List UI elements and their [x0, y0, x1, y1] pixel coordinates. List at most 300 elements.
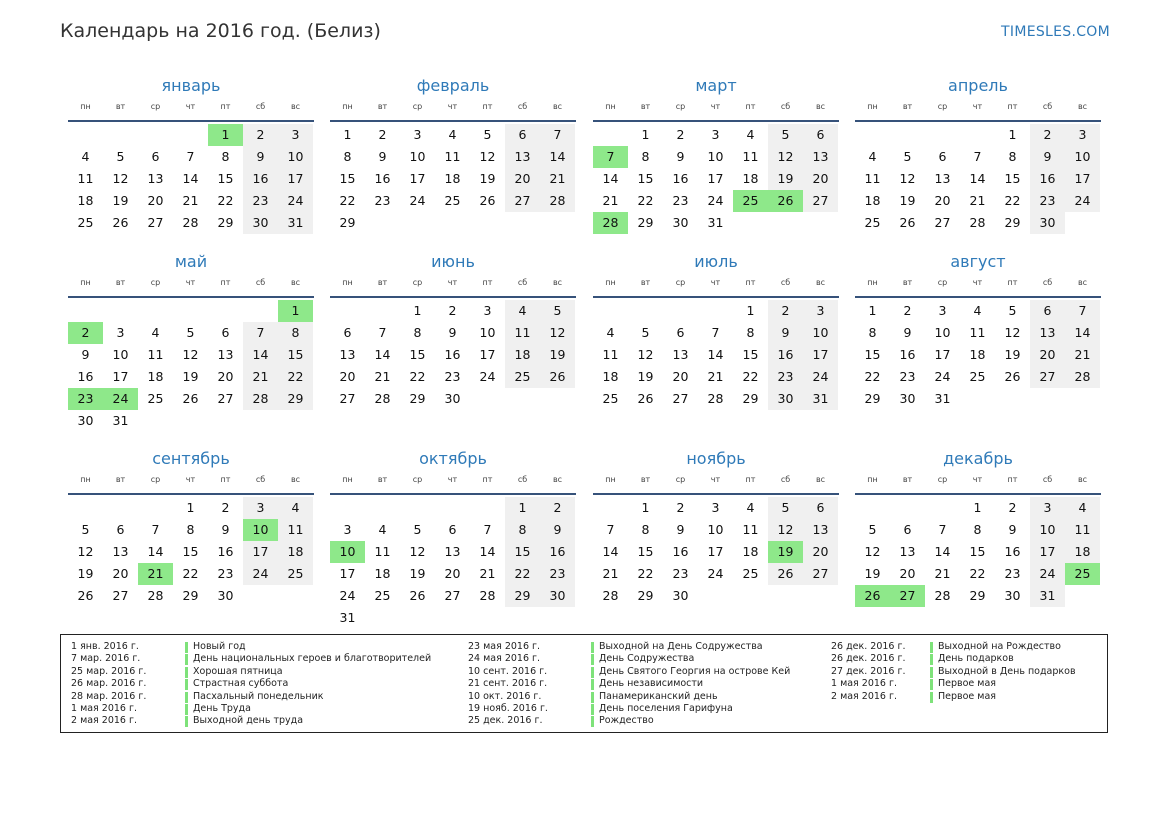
weekday-label: вс — [815, 278, 826, 287]
weekend-day-cell: 14 — [1065, 322, 1100, 344]
weekend-day-cell: 30 — [243, 212, 278, 234]
day-cell: 8 — [221, 149, 230, 164]
empty-cell — [365, 497, 400, 519]
legend-date: 1 мая 2016 г. — [71, 702, 137, 714]
day-cell: 29 — [217, 215, 234, 230]
legend-date: 19 нояб. 2016 г. — [468, 702, 548, 714]
day-cell: 29 — [969, 588, 986, 603]
day-cell: 8 — [186, 522, 195, 537]
empty-cell — [68, 124, 103, 146]
legend-holiday-name: День Труда — [193, 702, 251, 714]
week-row — [855, 541, 1101, 563]
weekend-day-cell: 21 — [540, 168, 575, 190]
day-cell: 8 — [1008, 149, 1017, 164]
day-cell: 11 — [969, 325, 986, 340]
weekend-day-cell: 13 — [1030, 322, 1065, 344]
weekday-label: вс — [290, 102, 301, 111]
weekend-day-cell: 24 — [1065, 190, 1100, 212]
empty-cell — [330, 300, 365, 322]
weekend-day-cell: 9 — [768, 322, 803, 344]
day-cell: 19 — [479, 171, 496, 186]
legend-holiday-name: Выходной день труда — [193, 715, 304, 727]
weekend-day-cell: 30 — [768, 388, 803, 410]
day-cell: 11 — [742, 149, 759, 164]
holiday-marker — [185, 704, 188, 715]
weekday-label: вт — [902, 475, 913, 484]
weekday-label: вт — [115, 278, 126, 287]
day-cell: 9 — [903, 325, 912, 340]
page-title: Календарь на 2016 год. (Белиз) — [60, 20, 381, 42]
month-8 — [855, 248, 1101, 410]
day-cell: 28 — [479, 588, 496, 603]
day-cell: 11 — [864, 171, 881, 186]
weekday-header — [330, 100, 576, 118]
holiday-day-cell: 7 — [593, 146, 628, 168]
month-9 — [68, 445, 314, 607]
day-cell: 4 — [973, 303, 982, 318]
day-cell: 16 — [217, 544, 234, 559]
legend-date: 26 дек. 2016 г. — [831, 653, 906, 665]
weekday-label: сб — [1042, 475, 1053, 484]
weekday-label: сб — [517, 278, 528, 287]
day-cell: 28 — [707, 391, 724, 406]
week-row — [68, 519, 314, 541]
day-cell: 27 — [147, 215, 164, 230]
empty-cell — [540, 212, 575, 234]
header-divider — [593, 120, 839, 122]
day-cell: 22 — [409, 369, 426, 384]
day-cell: 25 — [969, 369, 986, 384]
weekend-day-cell: 6 — [505, 124, 540, 146]
legend-holiday-name: Первое мая — [938, 690, 996, 702]
weekend-day-cell: 19 — [768, 168, 803, 190]
weekend-day-cell: 23 — [768, 366, 803, 388]
weekday-label: вс — [290, 475, 301, 484]
day-cell: 26 — [77, 588, 94, 603]
weekday-label: пн — [867, 278, 878, 287]
day-cell: 18 — [864, 193, 881, 208]
empty-cell — [698, 585, 733, 607]
weekend-day-cell: 16 — [243, 168, 278, 190]
day-cell: 23 — [672, 193, 689, 208]
day-cell: 15 — [969, 544, 986, 559]
day-cell: 3 — [483, 303, 492, 318]
day-cell: 18 — [444, 171, 461, 186]
weekend-day-cell: 20 — [505, 168, 540, 190]
week-row — [68, 300, 314, 322]
weekday-label: пн — [80, 278, 91, 287]
empty-cell — [628, 300, 663, 322]
weekend-day-cell: 24 — [278, 190, 313, 212]
day-cell: 7 — [483, 522, 492, 537]
weekend-day-cell: 3 — [278, 124, 313, 146]
week-row — [593, 344, 839, 366]
weekend-day-cell: 24 — [803, 366, 838, 388]
weekend-day-cell: 27 — [803, 190, 838, 212]
day-cell: 8 — [641, 522, 650, 537]
weekday-label: сб — [780, 475, 791, 484]
week-row — [330, 519, 576, 541]
day-cell: 20 — [339, 369, 356, 384]
week-row — [593, 541, 839, 563]
week-row — [593, 563, 839, 585]
empty-cell — [173, 410, 208, 432]
day-cell: 16 — [1004, 544, 1021, 559]
header-divider — [68, 120, 314, 122]
holiday-marker — [591, 679, 594, 690]
legend-date: 24 мая 2016 г. — [468, 653, 541, 665]
week-row — [68, 344, 314, 366]
day-cell: 1 — [641, 127, 650, 142]
day-cell: 28 — [602, 588, 619, 603]
week-row — [68, 410, 314, 432]
day-cell: 18 — [147, 369, 164, 384]
month-7 — [593, 248, 839, 410]
month-12 — [855, 445, 1101, 607]
empty-cell — [103, 300, 138, 322]
day-cell: 7 — [186, 149, 195, 164]
day-cell: 6 — [938, 149, 947, 164]
day-cell: 29 — [864, 391, 881, 406]
day-cell: 17 — [707, 171, 724, 186]
empty-cell — [68, 497, 103, 519]
day-cell: 28 — [969, 215, 986, 230]
holiday-day-cell: 21 — [138, 563, 173, 585]
brand-logo[interactable]: TIMESLES.COM — [1001, 24, 1110, 40]
weekday-header — [68, 276, 314, 294]
day-cell: 12 — [864, 544, 881, 559]
empty-cell — [400, 497, 435, 519]
empty-cell — [138, 497, 173, 519]
legend-date: 25 дек. 2016 г. — [468, 715, 543, 727]
week-row — [68, 212, 314, 234]
day-cell: 28 — [374, 391, 391, 406]
weekday-label: пн — [605, 278, 616, 287]
weekday-label: ср — [675, 102, 686, 111]
weekend-day-cell: 19 — [540, 344, 575, 366]
weekday-label: вт — [115, 475, 126, 484]
weekend-day-cell: 23 — [540, 563, 575, 585]
holiday-day-cell: 28 — [593, 212, 628, 234]
weekday-label: сб — [780, 278, 791, 287]
day-cell: 30 — [217, 588, 234, 603]
weekday-label: ср — [150, 475, 161, 484]
day-cell: 10 — [409, 149, 426, 164]
month-2 — [330, 72, 576, 234]
week-row — [68, 563, 314, 585]
header-divider — [855, 296, 1101, 298]
day-cell: 18 — [969, 347, 986, 362]
weekday-label: вс — [1077, 475, 1088, 484]
weekend-day-cell: 15 — [278, 344, 313, 366]
day-cell: 12 — [409, 544, 426, 559]
day-cell: 5 — [413, 522, 422, 537]
month-name: январь — [161, 76, 221, 95]
day-cell: 4 — [868, 149, 877, 164]
day-cell: 19 — [112, 193, 129, 208]
weekday-label: вс — [1077, 278, 1088, 287]
day-cell: 2 — [903, 303, 912, 318]
month-3 — [593, 72, 839, 234]
weekend-day-cell: 6 — [1030, 300, 1065, 322]
day-cell: 1 — [973, 500, 982, 515]
legend-date: 2 мая 2016 г. — [831, 690, 897, 702]
weekday-label: вс — [552, 278, 563, 287]
day-cell: 14 — [147, 544, 164, 559]
empty-cell — [803, 585, 838, 607]
day-cell: 29 — [409, 391, 426, 406]
week-row — [330, 168, 576, 190]
empty-cell — [733, 585, 768, 607]
day-cell: 7 — [938, 522, 947, 537]
day-cell: 26 — [899, 215, 916, 230]
weekday-label: пт — [220, 278, 231, 287]
weekend-day-cell: 2 — [540, 497, 575, 519]
holiday-day-cell: 1 — [208, 124, 243, 146]
day-cell: 14 — [479, 544, 496, 559]
day-cell: 29 — [1004, 215, 1021, 230]
header-divider — [855, 120, 1101, 122]
weekday-label: чт — [972, 278, 983, 287]
empty-cell — [173, 124, 208, 146]
day-cell: 6 — [903, 522, 912, 537]
month-1 — [68, 72, 314, 234]
week-row — [855, 563, 1101, 585]
day-cell: 27 — [112, 588, 129, 603]
weekday-label: чт — [447, 102, 458, 111]
empty-cell — [435, 212, 470, 234]
month-name: июль — [694, 252, 738, 271]
weekend-day-cell: 12 — [540, 322, 575, 344]
day-cell: 8 — [343, 149, 352, 164]
day-cell: 2 — [1008, 500, 1017, 515]
week-row — [330, 344, 576, 366]
weekend-day-cell: 17 — [803, 344, 838, 366]
day-cell: 21 — [374, 369, 391, 384]
weekday-label: ср — [937, 475, 948, 484]
weekend-day-cell: 4 — [505, 300, 540, 322]
day-cell: 15 — [1004, 171, 1021, 186]
day-cell: 31 — [707, 215, 724, 230]
legend-date: 28 мар. 2016 г. — [71, 690, 147, 702]
weekday-label: ср — [937, 278, 948, 287]
legend-holiday-name: День подарков — [938, 653, 1014, 665]
holiday-marker — [591, 667, 594, 678]
day-cell: 7 — [378, 325, 387, 340]
day-cell: 27 — [672, 391, 689, 406]
holiday-marker — [185, 667, 188, 678]
day-cell: 22 — [1004, 193, 1021, 208]
legend-holiday-name: Новый год — [193, 641, 246, 652]
legend-holiday-name: Выходной на День Содружества — [599, 641, 763, 652]
weekend-day-cell: 4 — [278, 497, 313, 519]
day-cell: 28 — [147, 588, 164, 603]
day-cell: 14 — [182, 171, 199, 186]
day-cell: 27 — [934, 215, 951, 230]
weekend-day-cell: 28 — [540, 190, 575, 212]
empty-cell — [435, 607, 470, 629]
weekday-label: сб — [517, 475, 528, 484]
week-row — [330, 300, 576, 322]
day-cell: 29 — [742, 391, 759, 406]
day-cell: 26 — [112, 215, 129, 230]
weekday-label: вс — [290, 278, 301, 287]
weekday-label: пн — [867, 102, 878, 111]
day-cell: 12 — [899, 171, 916, 186]
weekend-day-cell: 31 — [278, 212, 313, 234]
week-row — [68, 146, 314, 168]
holiday-marker — [930, 642, 933, 653]
day-cell: 22 — [969, 566, 986, 581]
weekend-day-cell: 24 — [243, 563, 278, 585]
day-cell: 16 — [899, 347, 916, 362]
day-cell: 21 — [479, 566, 496, 581]
day-cell: 12 — [637, 347, 654, 362]
day-cell: 2 — [448, 303, 457, 318]
day-cell: 24 — [707, 566, 724, 581]
weekend-day-cell: 3 — [803, 300, 838, 322]
week-row — [330, 322, 576, 344]
weekend-day-cell: 7 — [1065, 300, 1100, 322]
day-cell: 18 — [77, 193, 94, 208]
weekend-day-cell: 24 — [1030, 563, 1065, 585]
day-cell: 25 — [444, 193, 461, 208]
day-cell: 13 — [672, 347, 689, 362]
day-cell: 27 — [339, 391, 356, 406]
day-cell: 17 — [409, 171, 426, 186]
day-cell: 3 — [413, 127, 422, 142]
holiday-marker — [185, 654, 188, 665]
weekend-day-cell: 2 — [1030, 124, 1065, 146]
day-cell: 19 — [637, 369, 654, 384]
weekend-day-cell: 9 — [540, 519, 575, 541]
day-cell: 29 — [637, 215, 654, 230]
holiday-marker — [591, 642, 594, 653]
legend-holiday-name: Пасхальный понедельник — [193, 690, 324, 702]
day-cell: 5 — [483, 127, 492, 142]
month-name: май — [174, 252, 208, 271]
day-cell: 13 — [217, 347, 234, 362]
weekend-day-cell: 3 — [1065, 124, 1100, 146]
holiday-marker — [591, 704, 594, 715]
weekday-label: пн — [80, 102, 91, 111]
day-cell: 30 — [672, 588, 689, 603]
weekday-header — [855, 276, 1101, 294]
day-cell: 20 — [672, 369, 689, 384]
day-cell: 24 — [409, 193, 426, 208]
day-cell: 26 — [409, 588, 426, 603]
day-cell: 4 — [746, 127, 755, 142]
holiday-day-cell: 1 — [278, 300, 313, 322]
weekend-day-cell: 14 — [540, 146, 575, 168]
holiday-day-cell: 27 — [890, 585, 925, 607]
weekday-header — [68, 473, 314, 491]
weekday-label: чт — [447, 278, 458, 287]
day-cell: 15 — [637, 171, 654, 186]
weekday-label: пт — [745, 102, 756, 111]
holiday-day-cell: 25 — [733, 190, 768, 212]
holiday-marker — [185, 679, 188, 690]
weekday-label: пт — [1007, 278, 1018, 287]
weekday-label: ср — [412, 475, 423, 484]
day-cell: 1 — [746, 303, 755, 318]
day-cell: 3 — [711, 127, 720, 142]
day-cell: 8 — [641, 149, 650, 164]
weekday-label: пт — [1007, 475, 1018, 484]
week-row — [330, 497, 576, 519]
weekday-label: пн — [605, 475, 616, 484]
day-cell: 8 — [746, 325, 755, 340]
month-name: июнь — [431, 252, 475, 271]
day-cell: 15 — [637, 544, 654, 559]
day-cell: 20 — [147, 193, 164, 208]
day-cell: 16 — [444, 347, 461, 362]
week-row — [68, 322, 314, 344]
legend-date: 21 сент. 2016 г. — [468, 678, 548, 690]
day-cell: 7 — [973, 149, 982, 164]
day-cell: 15 — [182, 544, 199, 559]
weekend-day-cell: 6 — [803, 497, 838, 519]
holiday-marker — [591, 654, 594, 665]
legend-date: 7 мар. 2016 г. — [71, 653, 141, 665]
day-cell: 23 — [217, 566, 234, 581]
weekend-day-cell: 18 — [278, 541, 313, 563]
day-cell: 30 — [1004, 588, 1021, 603]
day-cell: 15 — [339, 171, 356, 186]
weekday-label: пн — [342, 102, 353, 111]
empty-cell — [803, 212, 838, 234]
weekday-label: пт — [482, 475, 493, 484]
weekend-day-cell: 18 — [505, 344, 540, 366]
weekday-label: ср — [150, 102, 161, 111]
day-cell: 25 — [374, 588, 391, 603]
day-cell: 24 — [479, 369, 496, 384]
day-cell: 25 — [602, 391, 619, 406]
weekend-day-cell: 31 — [1030, 585, 1065, 607]
day-cell: 19 — [899, 193, 916, 208]
weekend-day-cell: 10 — [278, 146, 313, 168]
week-row — [330, 585, 576, 607]
legend-holiday-name: Страстная суббота — [193, 678, 289, 690]
holiday-marker — [930, 679, 933, 690]
empty-cell — [540, 607, 575, 629]
weekday-label: пт — [220, 475, 231, 484]
legend-date: 10 окт. 2016 г. — [468, 690, 542, 702]
empty-cell — [243, 585, 278, 607]
day-cell: 25 — [147, 391, 164, 406]
empty-cell — [733, 212, 768, 234]
day-cell: 6 — [151, 149, 160, 164]
weekend-day-cell: 18 — [1065, 541, 1100, 563]
day-cell: 12 — [182, 347, 199, 362]
week-row — [593, 388, 839, 410]
day-cell: 3 — [343, 522, 352, 537]
holiday-marker — [185, 716, 188, 727]
day-cell: 20 — [217, 369, 234, 384]
day-cell: 2 — [676, 127, 685, 142]
day-cell: 19 — [409, 566, 426, 581]
weekend-day-cell: 13 — [803, 519, 838, 541]
weekend-day-cell: 16 — [540, 541, 575, 563]
empty-cell — [768, 585, 803, 607]
empty-cell — [593, 497, 628, 519]
holiday-day-cell: 10 — [330, 541, 365, 563]
week-row — [855, 497, 1101, 519]
day-cell: 5 — [903, 149, 912, 164]
day-cell: 5 — [868, 522, 877, 537]
day-cell: 11 — [742, 522, 759, 537]
week-row — [68, 190, 314, 212]
